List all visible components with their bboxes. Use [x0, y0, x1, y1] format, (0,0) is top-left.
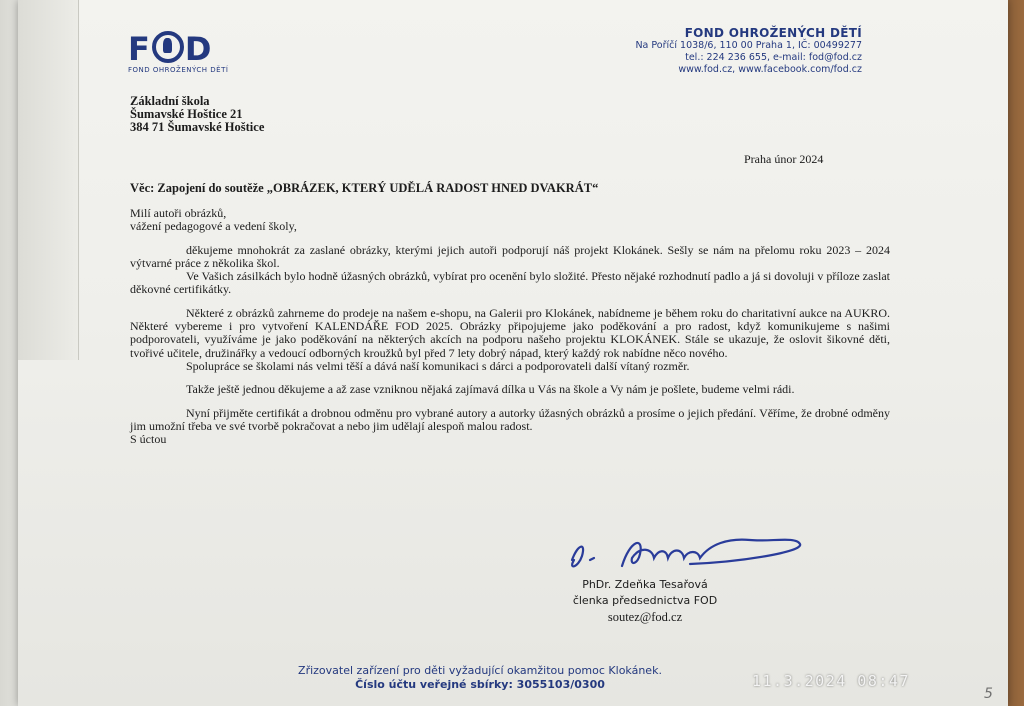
- organization-header: [635, 26, 862, 76]
- footer-account: Číslo účtu veřejné sbírky: 3055103/0300: [355, 678, 605, 691]
- paper-fold-shadow: [18, 0, 79, 360]
- paragraph: Spolupráce se školami nás velmi těší a dává naší komunikaci s dárci a podporovateli další vítaný rozměr.: [186, 358, 690, 373]
- paragraph: děkujeme mnohokrát za zaslané obrázky, kterými jejich autoři podporují náš projekt Klokánek. Sešly se nám na přelomu roku 2023 – 2024 výtvarné práce z několika škol.: [130, 242, 890, 270]
- signer-role: členka předsednictva FOD: [572, 594, 718, 607]
- addressee-line: Šumavské Hoštice 21: [130, 107, 243, 121]
- letter-footer: [200, 664, 760, 692]
- paragraph: Některé z obrázků zahrneme do prodeje na našem e-shopu, na Galerii pro Klokánek, nabídneme je během roku do charitativní aukce na AUKRO. Některé vybereme i pro vytvoření KALENDÁŘE FOD 2025. Obrázky připojujeme jako poděkování a pro radost, když komunikujeme s našimi podporovateli, využíváme je jako poděkování na některých akcích na podporu našeho projektu KLOKÁNEK. Stále se ukazuje, že oslovit šikovné děti, tvořivé učitele, družinářky a vedoucí odborných kroužků byl před 7 lety dobrý nápad, který každý rok nabídne něco nového.: [130, 305, 890, 360]
- signer-block: [520, 577, 770, 625]
- paragraph: Nyní přijměte certifikát a drobnou odměnu pro vybrané autory a autorky úžasných obrázků a prosíme o jejich předání. Věříme, že drobné odměny jim umožní třeba ve své tvorbě pokračovat a nebo jim udělají alespoň malou radost.: [130, 405, 890, 433]
- addressee-line: Základní škola: [130, 94, 210, 108]
- signer-email: soutez@fod.cz: [607, 610, 683, 624]
- greeting-line: vážení pedagogové a vedení školy,: [130, 219, 297, 234]
- addressee-line: 384 71 Šumavské Hoštice: [130, 120, 265, 134]
- addressee-block: [130, 95, 264, 134]
- paragraph: Takže ještě jednou děkujeme a až zase vzniknou nějaká zajímavá dílka u Vás na škole a Vy nám je pošlete, budeme velmi rádi.: [186, 382, 795, 397]
- kangaroo-icon: [152, 31, 184, 63]
- org-contact: tel.: 224 236 655, e-mail: fod@fod.cz: [685, 52, 862, 63]
- org-web: www.fod.cz, www.facebook.com/fod.cz: [678, 64, 862, 75]
- handwritten-signature: [560, 530, 810, 580]
- letter-date: Praha únor 2024: [744, 152, 824, 166]
- footer-line: Zřizovatel zařízení pro děti vyžadující okamžitou pomoc Klokánek.: [298, 664, 662, 677]
- photo-timestamp: 11.3.2024 08:47: [752, 672, 910, 690]
- fod-logo: [128, 30, 228, 74]
- letter-body: [130, 207, 890, 446]
- org-name: FOND OHROŽENÝCH DĚTÍ: [684, 26, 862, 40]
- greeting-line: Milí autoři obrázků,: [130, 206, 227, 220]
- letter-subject: Věc: Zapojení do soutěže „OBRÁZEK, KTERÝ UDĚLÁ RADOST HNED DVAKRÁT“: [130, 181, 599, 195]
- paragraph: Ve Vašich zásilkách bylo hodně úžasných obrázků, vybírat pro ocenění bylo složité. Přesto nějaké rozhodnutí padlo a já si dovoluji v příloze zaslat děkovné certifikátky.: [130, 269, 890, 297]
- org-address: Na Poříčí 1038/6, 110 00 Praha 1, IČ: 00499277: [635, 40, 862, 51]
- logo-subtitle: FOND OHROŽENÝCH DĚTÍ: [128, 66, 229, 74]
- closing: S úctou: [130, 432, 167, 447]
- signer-name: PhDr. Zdeňka Tesařová: [582, 578, 708, 591]
- logo-mark: F D: [128, 30, 213, 68]
- pencil-mark: 5: [984, 686, 993, 702]
